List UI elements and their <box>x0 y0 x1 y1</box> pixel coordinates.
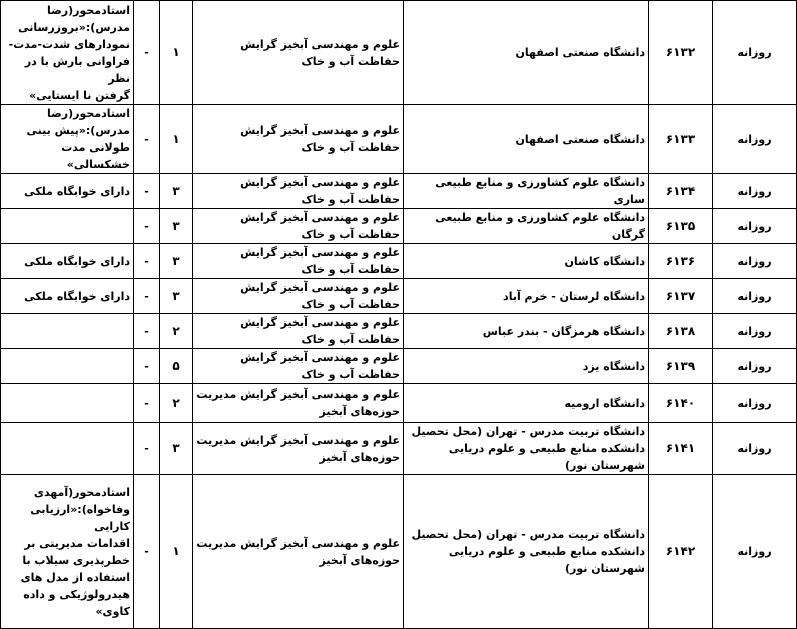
period-text: روزانه <box>737 396 772 410</box>
capacity-text: ۲ <box>172 323 180 338</box>
mark-text: - <box>144 324 149 338</box>
university-line: دانشگاه علوم کشاورزی و منابع طبیعی ساری <box>435 176 645 206</box>
note-line: مدرس):«بروزرسانی <box>18 20 130 34</box>
note-line: نمودارهای شدت-مدت- <box>8 37 130 51</box>
code-cell <box>649 244 713 279</box>
university-line: دانشگاه ارومیه <box>564 396 645 410</box>
note-line: استادمحور(رضا <box>47 3 130 17</box>
period-text: روزانه <box>737 289 772 303</box>
capacity-text: ۳ <box>172 253 180 268</box>
mark-cell <box>134 105 160 174</box>
capacity-cell <box>160 244 193 279</box>
mark-text: - <box>144 359 149 373</box>
period-cell <box>713 1 797 105</box>
capacity-cell <box>160 423 193 475</box>
field-line: علوم و مهندسی آبخیز گرایش حفاظت آب و خاک <box>240 316 400 346</box>
code-cell <box>649 349 713 384</box>
code-text: ۶۱۳۶ <box>665 253 696 268</box>
code-cell <box>649 423 713 475</box>
table-row <box>1 209 797 244</box>
university-cell <box>404 423 649 475</box>
capacity-text: ۳ <box>172 218 180 233</box>
field-cell <box>193 384 404 423</box>
code-cell <box>649 475 713 629</box>
university-cell <box>404 314 649 349</box>
field-cell <box>193 209 404 244</box>
note-line: استفاده از مدل های <box>20 570 130 584</box>
field-line: حوزه‌های آبخیز <box>319 450 400 464</box>
note-cell <box>1 384 134 423</box>
note-cell <box>1 1 134 105</box>
university-cell <box>404 174 649 209</box>
field-line: علوم و مهندسی آبخیز گرایش حفاظت آب و خاک <box>240 281 400 311</box>
capacity-cell <box>160 475 193 629</box>
table-row <box>1 174 797 209</box>
university-line: دانشگاه صنعتی اصفهان <box>515 46 645 59</box>
field-line: علوم و مهندسی آبخیز گرایش حفاظت آب و خاک <box>240 351 400 381</box>
code-text: ۶۱۳۷ <box>665 288 696 303</box>
code-text: ۶۱۳۳ <box>665 131 696 146</box>
period-text: روزانه <box>737 46 772 59</box>
university-line: دانشگاه تربیت مدرس - تهران (محل تحصیل <box>411 528 645 541</box>
note-line: دارای خوابگاه ملکی <box>24 254 130 268</box>
university-line: دانشگاه یزد <box>582 359 645 373</box>
field-cell <box>193 105 404 174</box>
note-line: وفاخواه):«ارزیابی کارایی <box>30 502 130 533</box>
period-text: روزانه <box>737 184 772 198</box>
field-line: علوم و مهندسی آبخیز گرایش حفاظت آب و خاک <box>240 211 400 241</box>
period-cell <box>713 209 797 244</box>
note-line: گرفتن نا ایستایی» <box>29 88 130 102</box>
university-line: دانشگاه علوم کشاورزی و منابع طبیعی گرگان <box>435 211 645 241</box>
code-text: ۶۱۳۲ <box>665 45 696 59</box>
period-cell <box>713 279 797 314</box>
field-cell <box>193 423 404 475</box>
mark-text: - <box>144 545 149 558</box>
note-cell <box>1 475 134 629</box>
table-row <box>1 244 797 279</box>
period-text: روزانه <box>737 324 772 338</box>
note-line: دارای خوابگاه ملکی <box>24 289 130 303</box>
capacity-cell <box>160 384 193 423</box>
capacity-cell <box>160 314 193 349</box>
mark-cell <box>134 349 160 384</box>
code-text: ۶۱۳۴ <box>665 183 696 198</box>
field-line: علوم و مهندسی آبخیز گرایش مدیریت <box>196 433 400 447</box>
mark-text: - <box>144 289 149 303</box>
mark-text: - <box>144 219 149 233</box>
capacity-text: ۱ <box>172 544 180 558</box>
university-cell <box>404 209 649 244</box>
university-line: دانشگاه هرمزگان - بندر عباس <box>482 324 645 338</box>
capacity-text: ۳ <box>172 441 180 455</box>
note-cell <box>1 349 134 384</box>
note-line: فراوانی بارش با در نظر <box>24 54 130 85</box>
capacity-text: ۲ <box>172 395 180 410</box>
note-line: استادمحور(رضا <box>47 107 130 120</box>
capacity-cell <box>160 349 193 384</box>
period-text: روزانه <box>737 359 772 373</box>
university-cell <box>404 384 649 423</box>
mark-text: - <box>144 442 149 455</box>
university-cell <box>404 475 649 629</box>
university-cell <box>404 244 649 279</box>
capacity-cell <box>160 105 193 174</box>
code-cell <box>649 314 713 349</box>
field-cell <box>193 244 404 279</box>
table-row <box>1 105 797 174</box>
period-text: روزانه <box>737 132 772 146</box>
capacity-text: ۱ <box>172 45 180 59</box>
field-line: علوم و مهندسی آبخیز گرایش حفاظت آب و خاک <box>240 246 400 276</box>
note-cell <box>1 423 134 475</box>
capacity-cell <box>160 279 193 314</box>
mark-cell <box>134 314 160 349</box>
note-line: اقدامات مدیریتی بر <box>24 536 130 550</box>
field-line: علوم و مهندسی آبخیز گرایش حفاظت آب و خاک <box>240 37 400 68</box>
field-line: علوم و مهندسی آبخیز گرایش حفاظت آب و خاک <box>240 176 400 206</box>
mark-cell <box>134 244 160 279</box>
period-text: روزانه <box>737 219 772 233</box>
note-line: هیدرولوژیکی و داده <box>23 587 130 601</box>
note-cell <box>1 105 134 174</box>
code-cell <box>649 105 713 174</box>
university-line: دانشکده منابع طبیعی و علوم دریایی شهرستان نور) <box>448 442 645 472</box>
table-row <box>1 314 797 349</box>
code-cell <box>649 174 713 209</box>
capacity-text: ۵ <box>172 358 180 373</box>
table-row <box>1 1 797 105</box>
period-cell <box>713 314 797 349</box>
table-row <box>1 475 797 629</box>
field-cell <box>193 1 404 105</box>
field-cell <box>193 279 404 314</box>
note-line: دارای خوابگاه ملکی <box>24 184 130 198</box>
note-line: طولانی مدت خشکسالی» <box>61 141 130 171</box>
capacity-text: ۱ <box>172 131 180 146</box>
field-line: علوم و مهندسی آبخیز گرایش حفاظت آب و خاک <box>240 124 400 154</box>
capacity-text: ۳ <box>172 288 180 303</box>
university-line: دانشگاه صنعتی اصفهان <box>515 132 645 146</box>
field-line: حوزه‌های آبخیز <box>319 405 400 418</box>
table-row <box>1 423 797 475</box>
mark-cell <box>134 475 160 629</box>
note-cell <box>1 314 134 349</box>
mark-text: - <box>144 184 149 198</box>
code-text: ۶۱۴۲ <box>665 544 696 558</box>
mark-cell <box>134 423 160 475</box>
code-cell <box>649 1 713 105</box>
university-cell <box>404 105 649 174</box>
mark-text: - <box>144 46 149 59</box>
table-row <box>1 384 797 423</box>
note-line: کاوی» <box>95 604 130 618</box>
field-cell <box>193 349 404 384</box>
mark-cell <box>134 174 160 209</box>
code-cell <box>649 384 713 423</box>
university-cell <box>404 1 649 105</box>
period-cell <box>713 349 797 384</box>
period-cell <box>713 384 797 423</box>
note-line: خطرپذیری سیلاب با <box>22 553 130 567</box>
university-line: دانشگاه کاشان <box>564 254 645 268</box>
code-text: ۶۱۴۱ <box>665 441 696 455</box>
mark-cell <box>134 279 160 314</box>
table-row <box>1 349 797 384</box>
code-text: ۶۱۳۵ <box>665 218 696 233</box>
period-cell <box>713 244 797 279</box>
mark-cell <box>134 209 160 244</box>
note-cell <box>1 174 134 209</box>
note-cell <box>1 279 134 314</box>
capacity-text: ۳ <box>172 183 180 198</box>
period-text: روزانه <box>737 442 772 455</box>
period-cell <box>713 174 797 209</box>
code-text: ۶۱۴۰ <box>665 395 696 410</box>
table-row <box>1 279 797 314</box>
field-line: حوزه‌های آبخیز <box>319 553 400 567</box>
field-line: علوم و مهندسی آبخیز گرایش مدیریت <box>196 536 400 550</box>
mark-text: - <box>144 132 149 146</box>
capacity-cell <box>160 209 193 244</box>
university-line: دانشکده منابع طبیعی و علوم دریایی شهرستان نور) <box>448 545 645 575</box>
university-cell <box>404 279 649 314</box>
code-cell <box>649 279 713 314</box>
mark-text: - <box>144 396 149 410</box>
capacity-cell <box>160 1 193 105</box>
university-cell <box>404 349 649 384</box>
note-line: استادمحور(آمهدی <box>33 485 130 499</box>
field-cell <box>193 174 404 209</box>
code-text: ۶۱۳۸ <box>665 323 696 338</box>
period-cell <box>713 475 797 629</box>
period-cell <box>713 105 797 174</box>
capacity-cell <box>160 174 193 209</box>
code-cell <box>649 209 713 244</box>
period-cell <box>713 423 797 475</box>
field-cell <box>193 314 404 349</box>
period-text: روزانه <box>737 254 772 268</box>
field-line: علوم و مهندسی آبخیز گرایش مدیریت <box>196 388 400 401</box>
mark-cell <box>134 384 160 423</box>
university-line: دانشگاه لرستان - خرم آباد <box>503 289 645 303</box>
mark-cell <box>134 1 160 105</box>
field-cell <box>193 475 404 629</box>
note-cell <box>1 244 134 279</box>
mark-text: - <box>144 254 149 268</box>
university-line: دانشگاه تربیت مدرس - تهران (محل تحصیل <box>411 425 645 438</box>
code-text: ۶۱۳۹ <box>665 358 696 373</box>
note-line: مدرس):«پیش بینی <box>26 124 130 137</box>
note-cell <box>1 209 134 244</box>
period-text: روزانه <box>737 545 772 558</box>
